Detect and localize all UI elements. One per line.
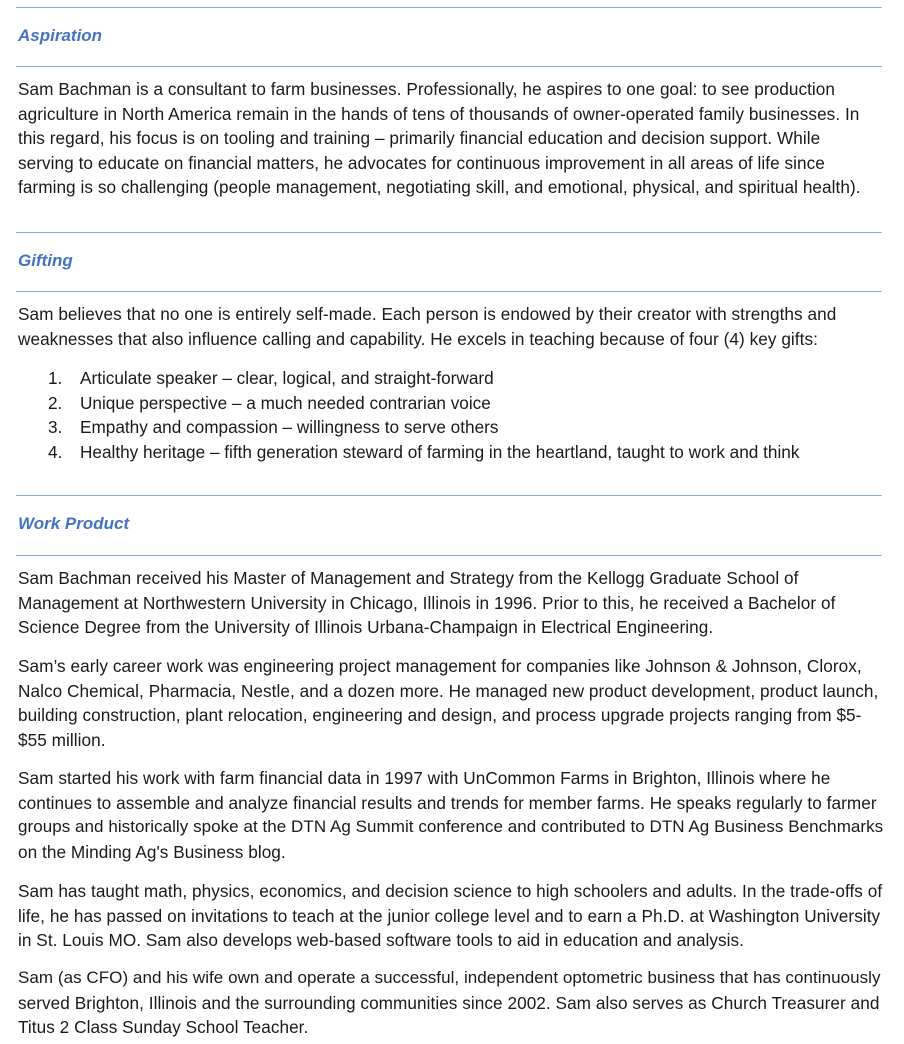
text-line: serving to educate on financial matters, he advocates for continuous improvement in all areas of life since: [18, 152, 825, 173]
list-item-text: Healthy heritage – fifth generation steward of farming in the heartland, taught to work and think: [80, 441, 800, 462]
list-item: [18, 366, 884, 391]
list-item-number: 4.: [48, 441, 63, 462]
gifting-paragraph: [18, 302, 884, 351]
text-line: Management at Northwestern University in Chicago, Illinois in 1996. Prior to this, he received a Bachelor of: [18, 592, 836, 613]
teaching-paragraph: [18, 879, 884, 953]
text-line: Sam (as CFO) and his wife own and operate a successful, independent optometric business that has continuously: [18, 968, 881, 987]
text-line: building construction, plant relocation, engineering and design, and process upgrade projects ranging from $5-: [18, 705, 862, 726]
text-line: Sam started his work with farm financial data in 1997 with UnCommon Farms in Brighton, Illinois where he: [18, 768, 831, 788]
list-item: [18, 440, 884, 465]
text-line: Sam Bachman is a consultant to farm businesses. Professionally, he aspires to one goal: to see production: [18, 79, 836, 99]
business-paragraph: [18, 966, 884, 1040]
section-bottom-rule: [16, 291, 882, 292]
text-line: Nalco Chemical, Pharmacia, Nestle, and a dozen more. He managed new product development, product launch,: [18, 680, 879, 701]
farm-data-paragraph: [18, 766, 884, 864]
gifts-list: [18, 366, 884, 464]
section-heading-gifting: Gifting: [18, 251, 73, 270]
section-bottom-rule: [16, 66, 882, 67]
section-top-rule: [16, 7, 882, 8]
text-line: Sam’s early career work was engineering project management for companies like Johnson & Johnson, Clorox,: [18, 656, 862, 676]
section-heading-aspiration: Aspiration: [18, 26, 103, 45]
text-line: this regard, his focus is on tooling and training – primarily financial education and decision support. While: [18, 128, 821, 149]
text-line: in St. Louis MO. Sam also develops web-based software tools to aid in education and analysis.: [18, 930, 744, 951]
text-line: Science Degree from the University of Illinois Urbana-Champaign in Electrical Engineering.: [18, 617, 714, 638]
text-line: Sam believes that no one is entirely self-made. Each person is endowed by their creator with strengths and: [18, 304, 837, 324]
text-line: $55 million.: [18, 729, 106, 750]
section-heading-work-product: Work Product: [18, 514, 130, 533]
section-top-rule: [16, 495, 882, 496]
list-item-text: Articulate speaker – clear, logical, and straight-forward: [80, 368, 494, 388]
text-line: continues to assemble and analyze financial results and trends for member farms. He speaks regularly to farmer: [18, 792, 877, 813]
text-line: on the Minding Ag's Business blog.: [18, 841, 286, 862]
text-line: Sam Bachman received his Master of Management and Strategy from the Kellogg Graduate School of: [18, 568, 799, 588]
text-line: groups and historically spoke at the DTN Ag Summit conference and contributed to DTN Ag Business Benchmarks: [18, 817, 884, 837]
text-line: Sam has taught math, physics, economics, and decision science to high schoolers and adults. In the trade-offs of: [18, 881, 883, 901]
text-line: weaknesses that also influence calling and capability. He excels in teaching because of four (4) key gifts:: [18, 328, 818, 349]
text-line: served Brighton, Illinois and the surrounding communities since 2002. Sam also serves as Church Treasurer and: [18, 992, 880, 1013]
early-career-paragraph: [18, 654, 884, 752]
aspiration-paragraph: [18, 77, 884, 200]
text-line: Titus 2 Class Sunday School Teacher.: [18, 1017, 309, 1038]
education-paragraph: [18, 566, 884, 640]
list-item-number: 2.: [48, 392, 63, 413]
text-line: farming is so challenging (people management, negotiating skill, and emotional, physical, and spiritual health).: [18, 177, 861, 198]
list-item-text: Empathy and compassion – willingness to serve others: [80, 417, 499, 438]
section-top-rule: [16, 232, 882, 233]
list-item-number: 1.: [48, 368, 63, 388]
list-item-number: 3.: [48, 417, 63, 438]
text-line: life, he has passed on invitations to teach at the junior college level and to earn a Ph.D. at Washington University: [18, 905, 881, 926]
text-line: agriculture in North America remain in the hands of tens of thousands of owner-operated family businesses. In: [18, 103, 860, 124]
list-item-text: Unique perspective – a much needed contrarian voice: [80, 392, 491, 413]
list-item: [18, 391, 884, 416]
section-bottom-rule: [16, 555, 882, 556]
list-item: [18, 415, 884, 440]
